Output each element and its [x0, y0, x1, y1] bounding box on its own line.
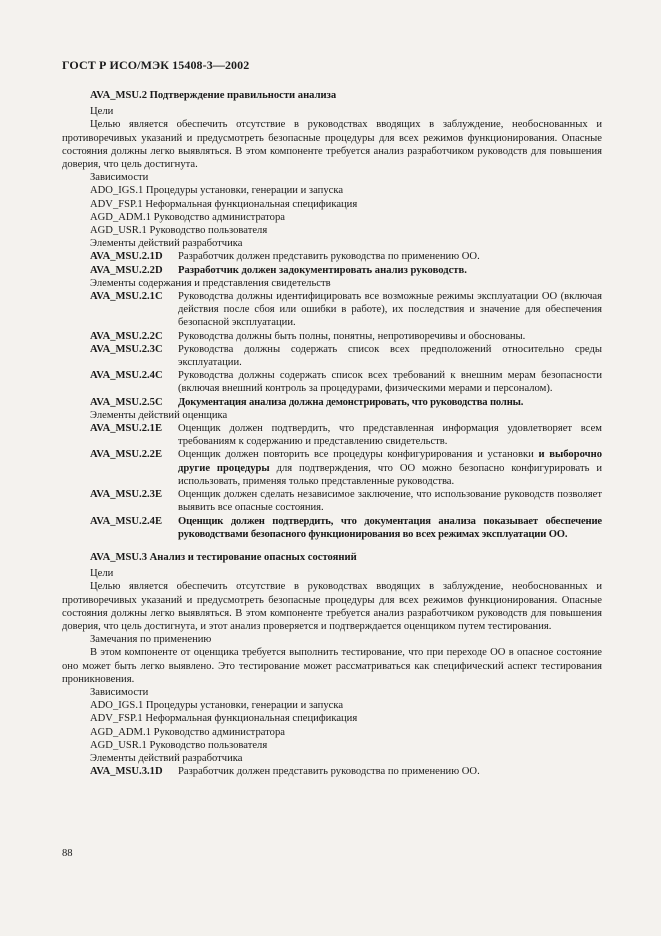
element-text-part: для подтверждения, что ОО можно безопасно конфигурировать и использовать, применяя только представленные руководства. [178, 462, 602, 487]
element-code: AVA_MSU.2.1D [90, 251, 163, 263]
evaluator-element [62, 422, 602, 448]
dependency-item: ADV_FSP.1 Неформальная функциональная спецификация [90, 713, 358, 725]
element-text-emphasis: и выборочно другие процедуры [178, 449, 602, 474]
developer-actions-label: Элементы действий разработчика [90, 752, 243, 764]
goals-paragraph: Целью является обеспечить отсутствие в руководствах вводящих в заблуждение, необоснованных и противоречивых указаний и предусмотреть безопасные процедуры для всех режимов функционирования. Опасные состояния должны легко выявляться. В этом компоненте требуется анализ разработчиком руководств для повышения доверия, что цель достигнута. [62, 119, 602, 171]
element-code: AVA_MSU.2.3E [90, 489, 163, 501]
dependency-item: ADO_IGS.1 Процедуры установки, генерации и запуска [90, 185, 344, 197]
document-page [62, 58, 602, 778]
developer-actions-label: Элементы действий разработчика [90, 238, 243, 250]
content-element [62, 343, 602, 369]
dependency-item: AGD_ADM.1 Руководство администратора [90, 211, 285, 223]
developer-element [62, 264, 602, 277]
dependencies-label: Зависимости [90, 172, 149, 184]
evaluator-actions-label: Элементы действий оценщика [90, 409, 228, 421]
element-code: AVA_MSU.3.1D [90, 766, 163, 778]
evaluator-element [62, 448, 602, 488]
dependencies-label: Зависимости [90, 686, 149, 698]
element-text: Оценщик должен подтвердить, что документация анализа показывает обеспечение руководствами безопасного функционирования во всех режимах эксплуатации ОО. [178, 515, 602, 540]
dependency-item: ADO_IGS.1 Процедуры установки, генерации и запуска [90, 700, 344, 712]
element-text: Руководства должны содержать список всех предположений относительно среды эксплуатации. [178, 343, 602, 369]
element-code: AVA_MSU.2.4C [90, 370, 163, 382]
goals-paragraph: Целью является обеспечить отсутствие в руководствах вводящих в заблуждение, необоснованных и противоречивых указаний и предусмотреть безопасные процедуры для всех режимов функционирования. Опасные состояния должны легко выявляться. В этом компоненте требуется анализ разработчиком руководств для повышения доверия, что цель достигнута, и этот анализ проверяется и подтверждается оценщиком путем тестирования. [62, 581, 602, 632]
element-code: AVA_MSU.2.2E [90, 449, 163, 461]
content-element [62, 396, 602, 409]
dependency-item: AGD_ADM.1 Руководство администратора [90, 726, 285, 738]
element-text: Разработчик должен задокументировать анализ руководств. [178, 264, 467, 276]
element-text: Руководства должны быть полны, понятны, непротиворечивы и обоснованы. [178, 330, 526, 342]
developer-element [62, 765, 602, 778]
element-code: AVA_MSU.2.1C [90, 291, 163, 303]
content-elements-label: Элементы содержания и представления свидетельств [90, 277, 331, 289]
evaluator-element [62, 515, 602, 541]
element-text: Разработчик должен представить руководства по применению ОО. [178, 766, 480, 778]
content-element [62, 369, 602, 395]
evaluator-element [62, 488, 602, 514]
element-code: AVA_MSU.2.2C [90, 330, 163, 342]
element-text: Руководства должны идентифицировать все возможные режимы эксплуатации ОО (включая действия после сбоя или ошибки в работе), их последствия и значение для обеспечения безопасной эксплуатации. [178, 291, 602, 329]
developer-element [62, 250, 602, 263]
content-element [62, 330, 602, 343]
element-text: Оценщик должен сделать независимое заключение, что использование руководств позволяет выявить все опасные состояния. [178, 489, 602, 514]
dependency-item: AGD_USR.1 Руководство пользователя [90, 225, 268, 237]
section-title-msu2: AVA_MSU.2 Подтверждение правильности анализа [90, 90, 337, 101]
element-text [178, 448, 602, 488]
application-notes-paragraph: В этом компоненте от оценщика требуется выполнить тестирование, что при переходе ОО в опасное состояние оно может быть легко выявлено. Это тестирование может рассматриваться как специфический аспект тестирования проникновения. [62, 647, 602, 685]
element-code: AVA_MSU.2.5C [90, 396, 163, 408]
document-header: ГОСТ Р ИСО/МЭК 15408-3—2002 [62, 58, 250, 72]
element-text-part: Оценщик должен повторить все процедуры конфигурирования и установки [178, 449, 539, 461]
section-title-msu3: AVA_MSU.3 Анализ и тестирование опасных состояний [90, 551, 357, 563]
element-code: AVA_MSU.2.4E [90, 515, 163, 527]
element-code: AVA_MSU.2.1E [90, 423, 163, 435]
goals-label: Цели [90, 568, 114, 580]
element-text: Разработчик должен представить руководства по применению ОО. [178, 251, 480, 263]
dependency-item: AGD_USR.1 Руководство пользователя [90, 739, 268, 751]
element-code: AVA_MSU.2.3C [90, 343, 163, 355]
goals-label: Цели [90, 106, 114, 118]
element-text: Документация анализа должна демонстрировать, что руководства полны. [178, 396, 524, 408]
element-text: Оценщик должен подтвердить, что представленная информация удовлетворяет всем требованиям к содержанию и представлению свидетельств. [178, 423, 602, 448]
application-notes-label: Замечания по применению [90, 634, 212, 646]
element-text: Руководства должны содержать список всех требований к внешним мерам безопасности (включая внешний контроль за процедурами, физическими мерами и персоналом). [178, 370, 602, 395]
page-number: 88 [62, 848, 73, 859]
element-code: AVA_MSU.2.2D [90, 264, 163, 276]
content-element [62, 290, 602, 330]
dependency-item: ADV_FSP.1 Неформальная функциональная спецификация [90, 198, 358, 210]
